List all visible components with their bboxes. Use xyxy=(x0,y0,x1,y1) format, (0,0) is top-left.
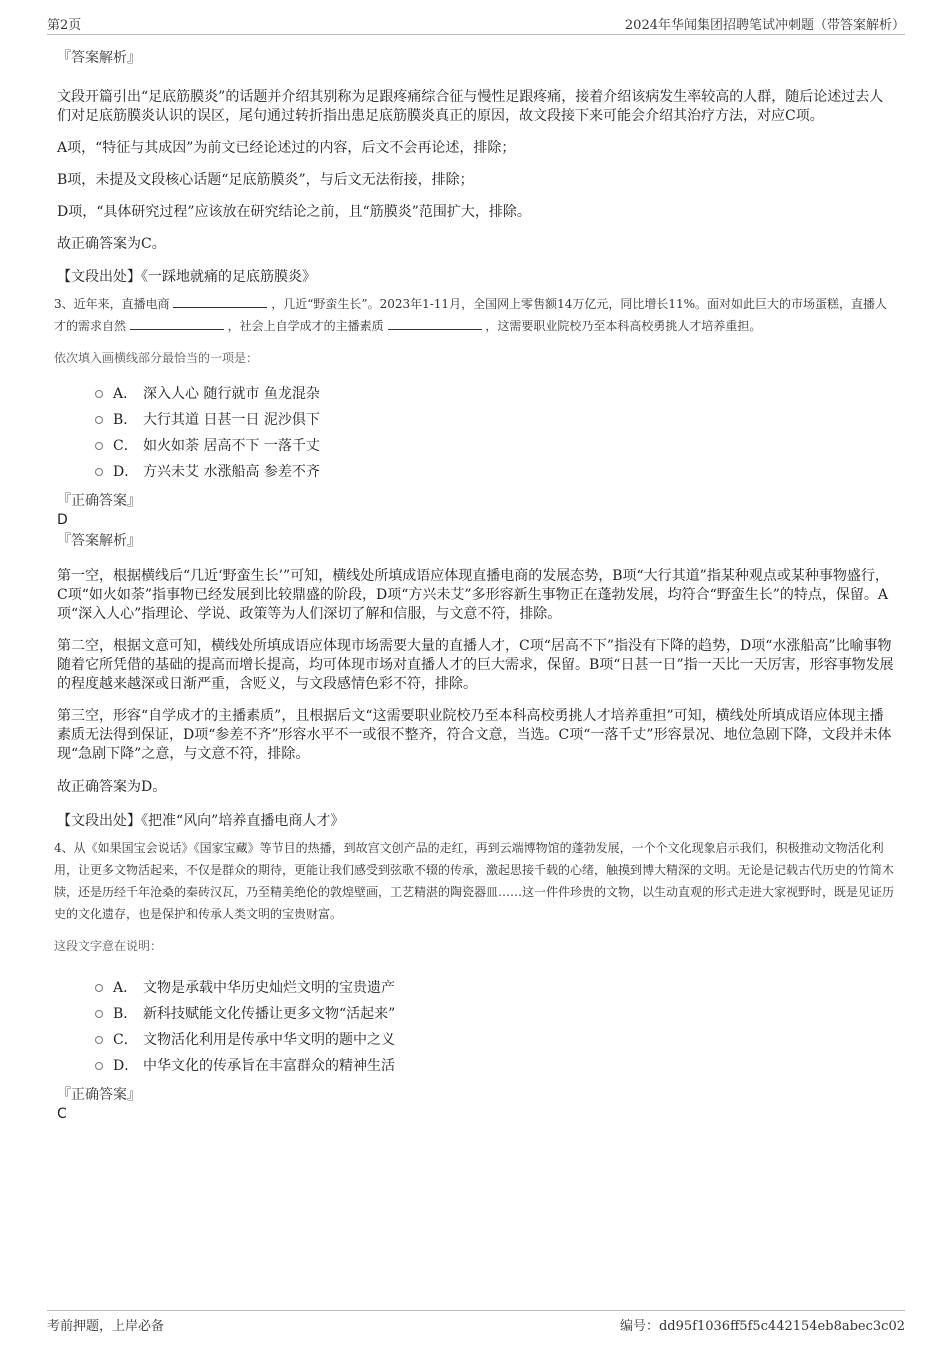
correct-answer: C xyxy=(57,1106,67,1122)
option-letter: A． xyxy=(113,980,138,996)
option-letter: C． xyxy=(113,438,138,454)
option-letter: B． xyxy=(113,1006,138,1022)
analysis-paragraph: 第三空，形容“自学成才的主播素质”，且根据后文“这需要职业院校乃至本科高校勇挑人才培养重担”可知，横线处所填成语应体现主播素质无法得到保证，D项“参差不齐”形容水平不一或很不整齐，符合文意，当选。C项“一落千丈”形容景况、地位急剧下降，文段并未体现“急剧下降”之意，与文意不符，排除。 xyxy=(57,708,892,762)
option-text: 如火如荼 居高不下 一落千丈 xyxy=(143,438,320,454)
stem-text: ，这需要职业院校乃至本科高校勇挑人才培养重担。 xyxy=(485,319,762,333)
radio-button-icon[interactable] xyxy=(95,468,103,476)
option-d[interactable] xyxy=(95,1053,895,1079)
page-header xyxy=(47,14,905,35)
stem-text: ，几近“野蛮生长”。2023年1-11月，全国网上零售额14万亿元，同比增长11%。面对如此巨大的市场蛋糕，直播人才的需求自然 xyxy=(54,297,888,333)
analysis-paragraph: A项，“特征与其成因”为前文已经论述过的内容，后文不会再论述，排除； xyxy=(57,140,516,156)
analysis-label: 『答案解析』 xyxy=(57,50,141,66)
analysis-paragraph: 第二空，根据文意可知，横线处所填成语应体现市场需要大量的直播人才，C项“居高不下”指没有下降的趋势，D项“水涨船高”比喻事物随着它所凭借的基础的提高而增长提高，均可体现市场对直播人才的巨大需求，保留。B项“日甚一日”指一天比一天厉害，形容事物发展的程度越来越深或日渐严重，含贬义，与文段感情色彩不符，排除。 xyxy=(57,638,894,692)
option-a[interactable] xyxy=(95,975,895,1001)
option-letter: D． xyxy=(113,464,139,480)
analysis-paragraph: 文段开篇引出“足底筋膜炎”的话题并介绍其别称为足跟疼痛综合征与慢性足跟疼痛，接着介绍该病发生率较高的人群，随后论述过去人们对足底筋膜炎认识的误区，尾句通过转折指出患足底筋膜炎真正的原因，故文段接下来可能会介绍其治疗方法，对应C项。 xyxy=(57,89,884,124)
radio-button-icon[interactable] xyxy=(95,416,103,424)
page-content xyxy=(54,44,895,1123)
radio-button-icon[interactable] xyxy=(95,442,103,450)
question-prompt: 这段文字意在说明： xyxy=(54,939,163,953)
option-text: 大行其道 日甚一日 泥沙俱下 xyxy=(143,412,320,428)
option-text: 新科技赋能文化传播让更多文物“活起来” xyxy=(143,1006,396,1022)
source-citation: 【文段出处】《把准“风向”培养直播电商人才》 xyxy=(57,813,345,829)
option-text: 方兴未艾 水涨船高 参差不齐 xyxy=(143,464,320,480)
option-letter: A． xyxy=(113,386,138,402)
option-a[interactable] xyxy=(95,381,895,407)
analysis-paragraph: 第一空，根据横线后“几近‘野蛮生长’”可知，横线处所填成语应体现直播电商的发展态势，B项“大行其道”指某种观点或某种事物盛行，C项“如火如荼”指事物已经发展到比较鼎盛的阶段，D项“方兴未艾”多形容新生事物正在蓬勃发展，均符合“野蛮生长”的特点，保留。A项“深入人心”指理论、学说、政策等为人们深切了解和信服，与文意不符，排除。 xyxy=(57,568,889,622)
option-text: 文物是承载中华历史灿烂文明的宝贵遗产 xyxy=(143,980,395,996)
option-text: 文物活化利用是传承中华文明的题中之义 xyxy=(143,1032,395,1048)
option-b[interactable] xyxy=(95,407,895,433)
option-letter: D． xyxy=(113,1058,139,1074)
radio-button-icon[interactable] xyxy=(95,1062,103,1070)
option-d[interactable] xyxy=(95,459,895,485)
radio-button-icon[interactable] xyxy=(95,390,103,398)
option-c[interactable] xyxy=(95,433,895,459)
radio-button-icon[interactable] xyxy=(95,984,103,992)
option-list xyxy=(95,975,895,1079)
option-list xyxy=(95,381,895,485)
analysis-paragraph: B项，未提及文段核心话题“足底筋膜炎”，与后文无法衔接，排除； xyxy=(57,172,474,188)
option-text: 中华文化的传承旨在丰富群众的精神生活 xyxy=(143,1058,395,1074)
document-title: 2024年华闻集团招聘笔试冲刺题（带答案解析） xyxy=(624,18,905,33)
radio-button-icon[interactable] xyxy=(95,1036,103,1044)
analysis-conclusion: 故正确答案为D。 xyxy=(57,779,167,795)
analysis-paragraph: D项，“具体研究过程”应该放在研究结论之前，且“筋膜炎”范围扩大，排除。 xyxy=(57,204,531,220)
analysis-label: 『答案解析』 xyxy=(57,533,141,549)
correct-answer: D xyxy=(57,512,68,528)
option-letter: B． xyxy=(113,412,138,428)
correct-answer-label: 『正确答案』 xyxy=(57,493,141,509)
correct-answer-label: 『正确答案』 xyxy=(57,1087,141,1103)
page-number: 第2页 xyxy=(47,18,82,33)
source-citation: 【文段出处】《一踩地就痛的足底筋膜炎》 xyxy=(57,269,316,285)
document-id: 编号：dd95f1036ff5f5c442154eb8abec3c02 xyxy=(619,1319,905,1334)
question-prompt: 依次填入画横线部分最恰当的一项是： xyxy=(54,351,259,365)
option-b[interactable] xyxy=(95,1001,895,1027)
footer-slogan: 考前押题，上岸必备 xyxy=(47,1319,165,1334)
option-c[interactable] xyxy=(95,1027,895,1053)
question-stem xyxy=(54,293,895,337)
page-footer xyxy=(47,1310,905,1335)
radio-button-icon[interactable] xyxy=(95,1010,103,1018)
fill-blank xyxy=(173,293,267,308)
fill-blank xyxy=(130,315,224,330)
stem-text: ，社会上自学成才的主播素质 xyxy=(227,319,384,333)
option-text: 深入人心 随行就市 鱼龙混杂 xyxy=(143,386,320,402)
option-letter: C． xyxy=(113,1032,138,1048)
fill-blank xyxy=(388,315,482,330)
stem-text: 3、近年来，直播电商 xyxy=(54,297,170,311)
question-stem: 4、从《如果国宝会说话》《国家宝藏》等节目的热播，到故宫文创产品的走红，再到云端博物馆的蓬勃发展，一个个文化现象启示我们，积极推动文物活化利用，让更多文物活起来，不仅是群众的期待，更能让我们感受到弦歌不辍的传承，激起思接千载的心绪，触摸到博大精深的文明。无论是记载古代历史的竹简木牍，还是历经千年沧桑的秦砖汉瓦，乃至精美绝伦的敦煌壁画，工艺精湛的陶瓷器皿……这一件件珍贵的文物，以生动直观的形式走进大家视野时，既是见证历史的文化遗存，也是保护和传承人类文明的宝贵财富。 xyxy=(54,841,895,921)
analysis-conclusion: 故正确答案为C。 xyxy=(57,236,166,252)
